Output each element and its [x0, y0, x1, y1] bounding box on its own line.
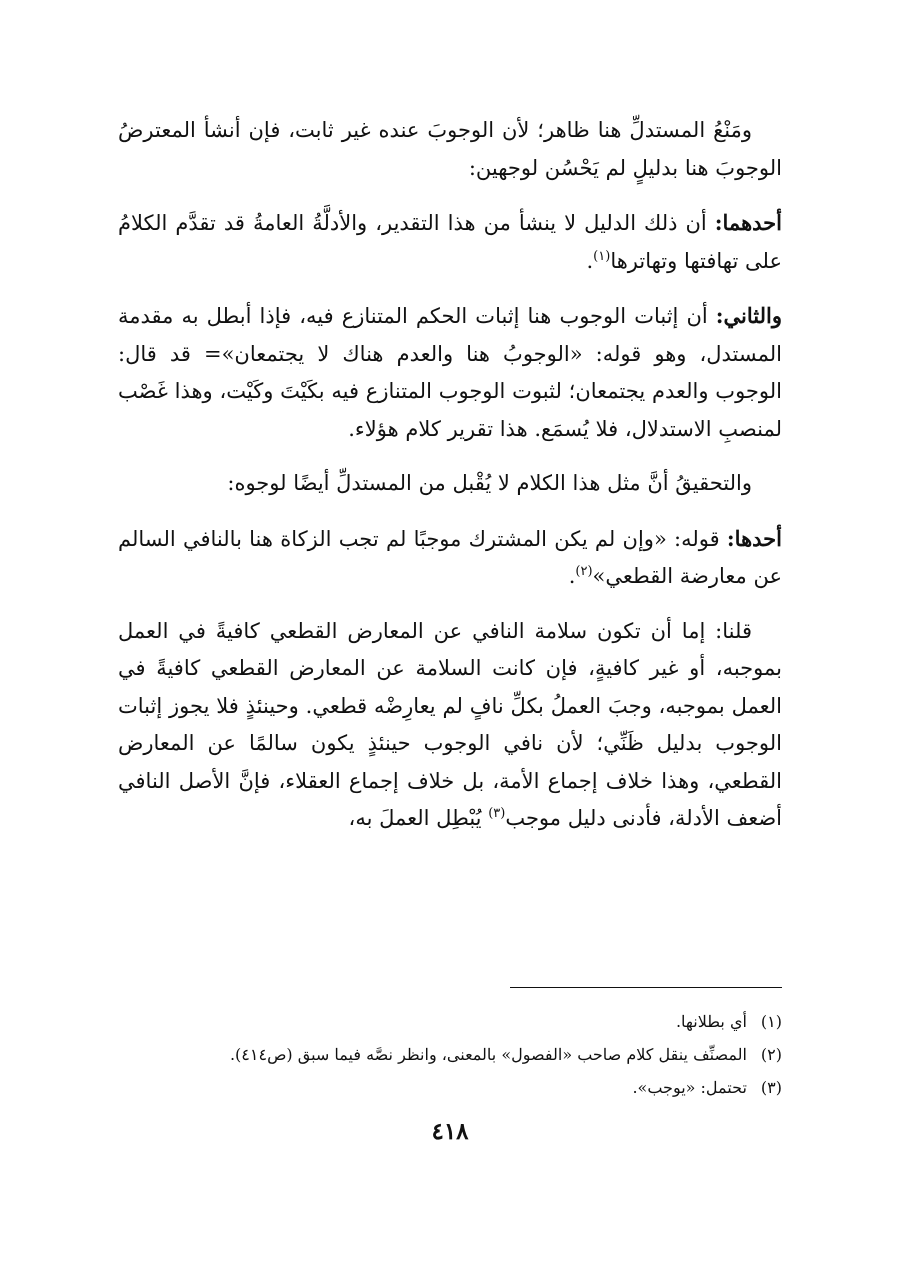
footnote-ref-3[interactable]: (٣) — [488, 806, 506, 821]
paragraph-5-lead: أحدها: — [726, 525, 782, 551]
paragraph-1-text: ومَنْعُ المستدلِّ هنا ظاهر؛ لأن الوجوبَ عنده غير ثابت، فإن أنشأ المعترضُ الوجوبَ هنا بدليلٍ لم يَحْسُن لوجهين: — [118, 118, 782, 180]
paragraph-6-tail: يُبْطِل العملَ به، — [348, 806, 489, 830]
footnote-2-text: المصنِّف ينقل كلام صاحب «الفصول» بالمعنى، وانظر نصَّه فيما سبق (ص٤١٤). — [229, 1045, 747, 1064]
footnote-1-text: أي بطلانها. — [675, 1012, 747, 1031]
paragraph-3-lead: والثاني: — [715, 303, 782, 328]
paragraph-6-text: قلنا: إما أن تكون سلامة النافي عن المعارض القطعي كافيةً في العمل بموجبه، أو غير كافيةٍ، فإن كانت السلامة عن المعارض القطعي كافيةً في العمل بموجبه، وجبَ العملُ بكلِّ نافٍ لم يعارِضْه قطعي. وحينئذٍ فلا يجوز إثبات الوجوب بدليل ظَنِّي؛ لأن نافي الوجوب حينئذٍ يكون سالمًا عن المعارض القطعي، وهذا خلاف إجماع الأمة، بل خلاف إجماع العقلاء، فإنَّ الأصل النافي أضعف الأدلة، فأدنى دليل موجب — [118, 618, 782, 830]
footnote-1 — [118, 1005, 782, 1038]
paragraph-4 — [118, 465, 782, 503]
paragraph-6 — [118, 613, 782, 838]
paragraph-2-tail: . — [586, 248, 594, 273]
footnote-ref-1[interactable]: (١) — [593, 248, 611, 264]
footnote-3-text: تحتمل: «يوجب». — [632, 1078, 747, 1097]
footnote-2 — [118, 1038, 782, 1071]
footnote-2-number: (٢) — [760, 1045, 782, 1064]
footnote-3 — [118, 1071, 782, 1104]
footnote-ref-2[interactable]: (٢) — [575, 564, 593, 579]
paragraph-5-text: قوله: «وإن لم يكن المشترك موجبًا لم تجب الزكاة هنا بالنافي السالم عن معارضة القطعي» — [118, 526, 782, 588]
footnote-3-number: (٣) — [760, 1078, 782, 1097]
page-number: ٤١٨ — [431, 1118, 469, 1145]
footnote-1-number: (١) — [760, 1012, 782, 1031]
paragraph-3 — [118, 297, 782, 448]
footnotes — [118, 1005, 782, 1104]
footnote-divider — [510, 987, 782, 988]
paragraph-2 — [118, 204, 782, 280]
paragraph-1 — [118, 112, 782, 187]
main-text — [118, 112, 782, 855]
paragraph-2-text: أن ذلك الدليل لا ينشأ من هذا التقدير، والأدلَّةُ العامةُ قد تقدَّم الكلامُ على تهافتها وتهاترها — [118, 211, 782, 273]
paragraph-4-text: والتحقيقُ أنَّ مثل هذا الكلام لا يُقْبل من المستدلِّ أيضًا لوجوه: — [227, 471, 752, 495]
paragraph-5 — [118, 520, 782, 596]
paragraph-5-tail: . — [568, 564, 576, 588]
paragraph-3-text: أن إثبات الوجوب هنا إثبات الحكم المتنازع فيه، فإذا أبطل به مقدمة المستدل، وهو قوله: «الوجوبُ هنا والعدم هناك لا يجتمعان»= قد قال: الوجوب والعدم يجتمعان؛ لثبوت الوجوب المتنازع فيه بكَيْتَ وكَيْت، وهذا غَصْب لمنصبِ الاستدلال، فلا يُسمَع. هذا تقرير كلام هؤلاء. — [118, 304, 782, 441]
paragraph-2-lead: أحدهما: — [714, 210, 782, 235]
